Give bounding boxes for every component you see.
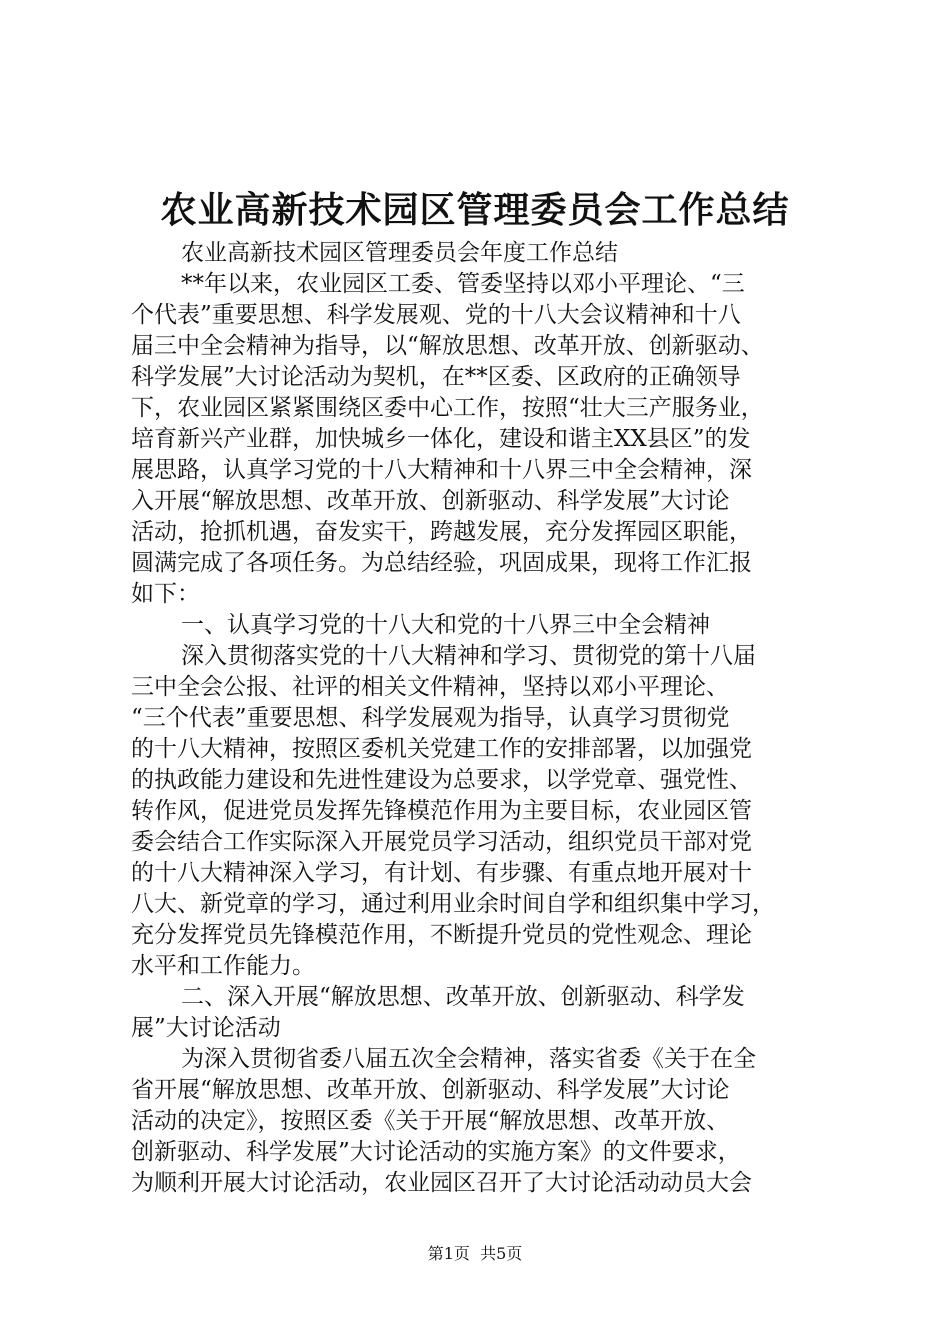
- text-line: 活动，抢抓机遇，奋发实干，跨越发展，充分发挥园区职能，: [131, 519, 752, 545]
- text-line: 的十八大精神，按照区委机关党建工作的安排部署，以加强党: [131, 736, 752, 762]
- section-heading-1: 一、认真学习党的十八大和党的十八界三中全会精神: [181, 612, 710, 638]
- text-line: 充分发挥党员先锋模范作用，不断提升党员的党性观念、理论: [131, 922, 752, 948]
- text-line: 转作风，促进党员发挥先锋模范作用为主要目标，农业园区管: [131, 798, 752, 824]
- text-line: 届三中全会精神为指导，以“解放思想、改革开放、创新驱动、: [131, 333, 764, 359]
- text-line: 培育新兴产业群，加快城乡一体化，建设和谐主XX县区”的发: [131, 426, 751, 452]
- text-line: 如下：: [131, 581, 200, 607]
- text-line: 个代表”重要思想、科学发展观、党的十八大会议精神和十八: [131, 302, 741, 328]
- text-line: 为顺利开展大讨论活动，农业园区召开了大讨论活动动员大会: [131, 1170, 752, 1196]
- text-line: 省开展“解放思想、改革开放、创新驱动、科学发展”大讨论: [131, 1077, 730, 1103]
- section-heading-2-cont: 展”大讨论活动: [131, 1015, 281, 1041]
- text-line: 圆满完成了各项任务。为总结经验，巩固成果，现将工作汇报: [131, 550, 752, 576]
- text-line: 八大、新党章的学习，通过利用业余时间自学和组织集中学习，: [131, 891, 775, 917]
- document-title: 农业高新技术园区管理委员会工作总结: [160, 189, 790, 231]
- text-line: 展思路，认真学习党的十八大精神和十八界三中全会精神，深: [131, 457, 752, 483]
- document-body: [131, 238, 831, 1199]
- text-line: 委会结合工作实际深入开展党员学习活动，组织党员干部对党: [131, 829, 752, 855]
- text-line: 入开展“解放思想、改革开放、创新驱动、科学发展”大讨论: [131, 488, 730, 514]
- text-line: 下，农业园区紧紧围绕区委中心工作，按照“壮大三产服务业，: [131, 395, 764, 421]
- text-line: **年以来，农业园区工委、管委坚持以邓小平理论、“三: [181, 271, 745, 297]
- text-line: 的十八大精神深入学习，有计划、有步骤、有重点地开展对十: [131, 860, 752, 886]
- text-line: “三个代表”重要思想、科学发展观为指导，认真学习贯彻党: [131, 705, 730, 731]
- page-footer: 第1页 共5页: [427, 1244, 523, 1263]
- text-line: 深入贯彻落实党的十八大精神和学习、贯彻党的第十八届: [181, 643, 756, 669]
- subtitle-line: 农业高新技术园区管理委员会年度工作总结: [181, 240, 618, 266]
- text-line: 科学发展”大讨论活动为契机，在**区委、区政府的正确领导: [131, 364, 741, 390]
- text-line: 三中全会公报、社评的相关文件精神，坚持以邓小平理论、: [131, 674, 729, 700]
- text-line: 为深入贯彻省委八届五次全会精神，落实省委《关于在全: [181, 1046, 756, 1072]
- text-line: 活动的决定》，按照区委《关于开展“解放思想、改革开放、: [131, 1108, 730, 1134]
- text-line: 水平和工作能力。: [131, 953, 315, 979]
- section-heading-2: 二、深入开展“解放思想、改革开放、创新驱动、科学发: [181, 984, 745, 1010]
- text-line: 的执政能力建设和先进性建设为总要求，以学党章、强党性、: [131, 767, 752, 793]
- text-line: 创新驱动、科学发展”大讨论活动的实施方案》的文件要求，: [131, 1139, 741, 1165]
